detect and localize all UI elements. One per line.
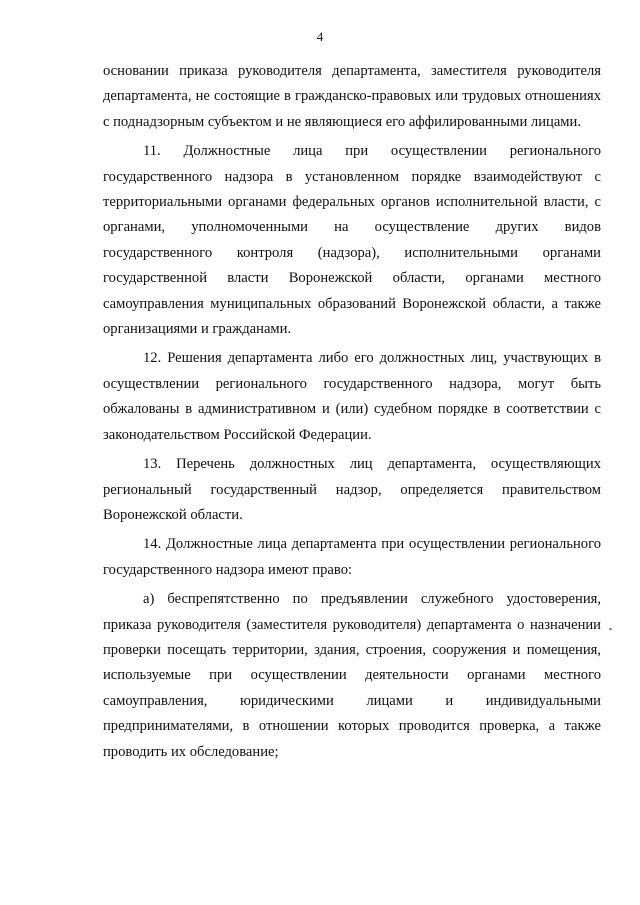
paragraph-14-a: а) беспрепятственно по предъявлении служебного удостоверения, приказа руководителя (заместителя руководителя) департамента о назначении проверки посещать территории, здания, строения, сооружения и помещения, используемые при осуществлении деятельности органами местного самоуправления, юридическими лицами и индивидуальными предпринимателями, в отношении которых проводится проверка, а также проводить их обследование; [103, 591, 601, 760]
paragraph-continuation: основании приказа руководителя департамента, заместителя руководителя департамента, не состоящие в гражданско-правовых или трудовых отношениях с поднадзорным субъектом и не являющиеся его аффилированными лицами. [103, 63, 601, 130]
paragraph-13: 13. Перечень должностных лиц департамента, осуществляющих региональный государственный надзор, определяется правительством Воронежской области. [103, 456, 601, 523]
page-number: 4 [316, 29, 324, 44]
scan-mark [609, 628, 612, 630]
paragraph-14: 14. Должностные лица департамента при осуществлении регионального государственного надзора имеют право: [103, 536, 601, 578]
paragraph-12: 12. Решения департамента либо его должностных лиц, участвующих в осуществлении регионального государственного надзора, могут быть обжалованы в административном и (или) судебном порядке в соответствии с законодательством Российской Федерации. [103, 350, 601, 443]
document-body [103, 59, 601, 765]
paragraph-11: 11. Должностные лица при осуществлении регионального государственного надзора в установленном порядке взаимодействуют с территориальными органами федеральных органов исполнительной власти, с органами, уполномоченными на осуществление других видов государственного контроля (надзора), исполнительными органами государственной власти Воронежской области, органами местного самоуправления муниципальных образований Воронежской области, а также организациями и гражданами. [103, 143, 601, 338]
